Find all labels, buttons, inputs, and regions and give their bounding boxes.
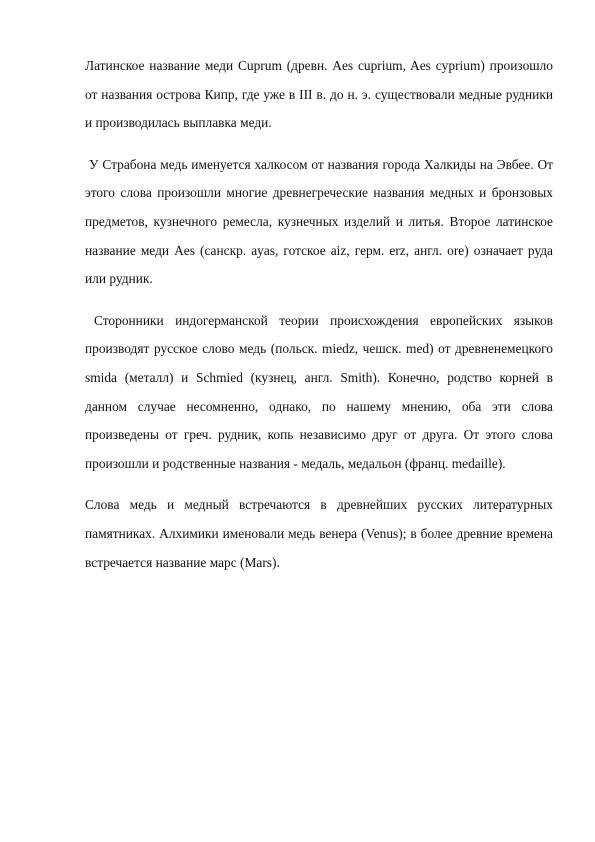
paragraph-indo-germanic-theory: Сторонники индогерманской теории происхождения европейских языков производят русское слово медь (польск. miedz, чешск. med) от древненемецкого smida (металл) и Schmied (кузнец, англ. Smith). Конечно, родство корней в данном случае несомненно, однако, по нашему мнению, оба эти слова произведены от греч. рудник, копь независимо друг от друга. От этого слова произошли и родственные названия - медаль, медальон (франц. medaille). xyxy=(85,312,553,471)
paragraph-literary-monuments: Слова медь и медный встречаются в древнейших русских литературных памятниках. Алхимики именовали медь венера (Venus); в более древние времена встречается название марс (Mars). xyxy=(85,497,553,570)
paragraph-latin-name: Латинское название меди Cuprum (древн. Aes cuprium, Aes cyprium) произошло от названия острова Кипр, где уже в III в. до н. э. существовали медные рудники и производилась выплавка меди. xyxy=(85,58,553,131)
paragraph-strabo: У Страбона медь именуется халкосом от названия города Халкиды на Эвбее. От этого слова произошли многие древнегреческие названия медных и бронзовых предметов, кузнечного ремесла, кузнечных изделий и литья. Второе латинское название меди Aes (санскр. ayas, готское aiz, герм. erz, англ. ore) означает руда или рудник. xyxy=(85,156,553,287)
document-body xyxy=(85,52,553,590)
